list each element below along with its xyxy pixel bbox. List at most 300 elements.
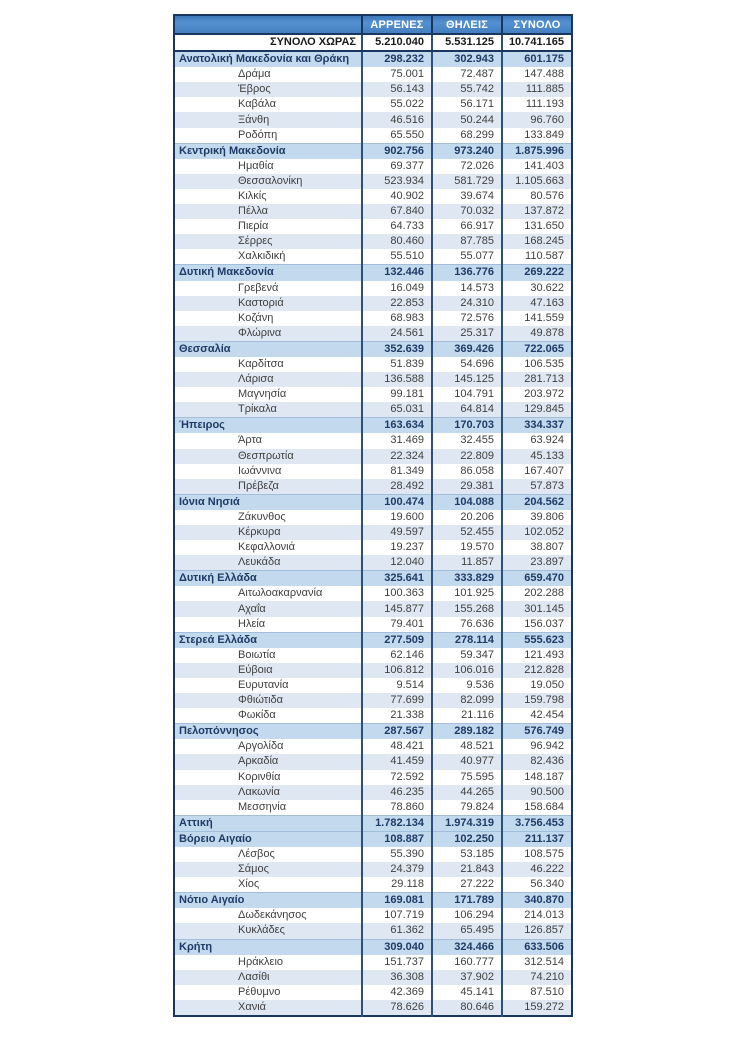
row-label: Γρεβενά — [238, 281, 279, 294]
row-label: Θεσσαλία — [174, 341, 362, 357]
total-value: 202.288 — [502, 586, 572, 601]
males-value: 132.446 — [362, 265, 432, 281]
prefecture-row — [174, 555, 572, 571]
prefecture-row — [174, 970, 572, 985]
males-value: 24.379 — [362, 862, 432, 877]
males-value: 19.600 — [362, 510, 432, 525]
row-label: Πρέβεζα — [174, 479, 362, 495]
females-value: 106.016 — [432, 663, 502, 678]
males-value: 1.782.134 — [362, 815, 432, 831]
males-value: 61.362 — [362, 923, 432, 939]
row-label: Ηράκλειο — [238, 955, 284, 968]
row-label: Ανατολική Μακεδονία και Θράκη — [174, 51, 362, 67]
females-value: 76.636 — [432, 617, 502, 633]
row-label: Ήπειρος — [174, 418, 362, 434]
region-row — [174, 494, 572, 510]
row-label: Έβρος — [174, 82, 362, 97]
females-value: 72.487 — [432, 67, 502, 82]
row-label: Στερεά Ελλάδα — [174, 632, 362, 648]
row-label: Ιωάννινα — [238, 464, 282, 477]
row-label: Θεσσαλονίκη — [174, 174, 362, 189]
females-value: 70.032 — [432, 204, 502, 219]
males-value: 36.308 — [362, 970, 432, 985]
total-value: 80.576 — [502, 189, 572, 204]
total-value: 46.222 — [502, 862, 572, 877]
prefecture-row — [174, 785, 572, 800]
prefecture-row — [174, 449, 572, 464]
males-value: 49.597 — [362, 525, 432, 540]
females-value: 75.595 — [432, 770, 502, 785]
males-value: 163.634 — [362, 418, 432, 434]
row-label: Νότιο Αιγαίο — [174, 893, 362, 909]
total-value: 111.193 — [502, 97, 572, 112]
females-value: 80.646 — [432, 1000, 502, 1016]
males-value: 31.469 — [362, 433, 432, 448]
males-value: 24.561 — [362, 326, 432, 342]
row-label: Ρέθυμνο — [238, 985, 281, 998]
total-value: 90.500 — [502, 785, 572, 800]
males-value: 78.860 — [362, 800, 432, 816]
males-value: 51.839 — [362, 357, 432, 372]
females-value: 22.809 — [432, 449, 502, 464]
males-value: 145.877 — [362, 601, 432, 616]
row-label: Αττική — [174, 815, 362, 831]
column-header-total: ΣΥΝΟΛΟ — [502, 15, 572, 34]
total-value: 340.870 — [502, 893, 572, 909]
males-value: 42.369 — [362, 985, 432, 1000]
females-value: 27.222 — [432, 877, 502, 893]
row-label: Μεσσηνία — [238, 800, 287, 813]
total-value: 126.857 — [502, 923, 572, 939]
females-value: 19.570 — [432, 540, 502, 555]
row-label: Καστοριά — [174, 296, 362, 311]
prefecture-row — [174, 663, 572, 678]
region-row — [174, 51, 572, 67]
females-value: 66.917 — [432, 219, 502, 234]
males-value: 81.349 — [362, 464, 432, 479]
females-value: 973.240 — [432, 143, 502, 159]
females-value: 171.789 — [432, 893, 502, 909]
document-page — [0, 14, 744, 1038]
row-label: Κυκλάδες — [174, 923, 362, 939]
males-value: 55.022 — [362, 97, 432, 112]
row-label: Εύβοια — [174, 663, 362, 678]
total-value: 30.622 — [502, 281, 572, 296]
females-value: 68.299 — [432, 128, 502, 144]
row-label: ΣΥΝΟΛΟ ΧΩΡΑΣ — [174, 34, 362, 51]
males-value: 40.902 — [362, 189, 432, 204]
total-value: 23.897 — [502, 555, 572, 571]
total-value: 281.713 — [502, 372, 572, 387]
males-value: 309.040 — [362, 939, 432, 955]
males-value: 22.853 — [362, 296, 432, 311]
total-value: 167.407 — [502, 464, 572, 479]
prefecture-row — [174, 372, 572, 387]
males-value: 69.377 — [362, 159, 432, 174]
prefecture-row — [174, 219, 572, 234]
row-label: Αργολίδα — [238, 740, 284, 753]
females-value: 24.310 — [432, 296, 502, 311]
females-value: 86.058 — [432, 464, 502, 479]
prefecture-row — [174, 128, 572, 144]
row-label: Πελοπόννησος — [174, 724, 362, 740]
total-value: 659.470 — [502, 571, 572, 587]
females-value: 369.426 — [432, 341, 502, 357]
total-value: 121.493 — [502, 648, 572, 663]
females-value: 32.455 — [432, 433, 502, 448]
prefecture-row — [174, 281, 572, 296]
total-value: 203.972 — [502, 387, 572, 402]
table-body — [174, 34, 572, 1016]
females-value: 101.925 — [432, 586, 502, 601]
total-value: 158.684 — [502, 800, 572, 816]
country-total-row — [174, 34, 572, 51]
females-value: 333.829 — [432, 571, 502, 587]
males-value: 99.181 — [362, 387, 432, 402]
females-value: 39.674 — [432, 189, 502, 204]
prefecture-row — [174, 862, 572, 877]
total-value: 269.222 — [502, 265, 572, 281]
region-row — [174, 893, 572, 909]
total-value: 131.650 — [502, 219, 572, 234]
prefecture-row — [174, 112, 572, 127]
prefecture-row — [174, 204, 572, 219]
region-row — [174, 831, 572, 847]
row-label: Τρίκαλα — [174, 402, 362, 418]
row-label: Ημαθία — [238, 159, 274, 172]
row-label: Σάμος — [174, 862, 362, 877]
total-value: 1.875.996 — [502, 143, 572, 159]
total-value: 159.798 — [502, 693, 572, 708]
prefecture-row — [174, 678, 572, 693]
males-value: 65.031 — [362, 402, 432, 418]
total-value: 82.436 — [502, 754, 572, 769]
row-label: Ηλεία — [238, 617, 266, 630]
row-label: Άρτα — [238, 434, 262, 447]
prefecture-row — [174, 877, 572, 893]
total-value: 102.052 — [502, 525, 572, 540]
total-value: 601.175 — [502, 51, 572, 67]
prefecture-row — [174, 648, 572, 663]
females-value: 72.026 — [432, 159, 502, 174]
total-value: 56.340 — [502, 877, 572, 893]
row-label: Σέρρες — [174, 234, 362, 249]
females-value: 87.785 — [432, 234, 502, 249]
total-value: 57.873 — [502, 479, 572, 495]
total-value: 168.245 — [502, 234, 572, 249]
prefecture-row — [174, 739, 572, 754]
males-value: 100.363 — [362, 586, 432, 601]
females-value: 145.125 — [432, 372, 502, 387]
total-value: 63.924 — [502, 433, 572, 448]
total-value: 38.807 — [502, 540, 572, 555]
prefecture-row — [174, 525, 572, 540]
row-label: Βόρειο Αιγαίο — [174, 831, 362, 847]
females-value: 72.576 — [432, 311, 502, 326]
total-value: 159.272 — [502, 1000, 572, 1016]
prefecture-row — [174, 1000, 572, 1016]
row-label: Κεντρική Μακεδονία — [174, 143, 362, 159]
females-value: 21.116 — [432, 708, 502, 724]
total-value: 96.760 — [502, 112, 572, 127]
row-label: Κρήτη — [174, 939, 362, 955]
males-value: 48.421 — [362, 739, 432, 754]
total-value: 1.105.663 — [502, 174, 572, 189]
total-value: 137.872 — [502, 204, 572, 219]
females-value: 54.696 — [432, 357, 502, 372]
males-value: 298.232 — [362, 51, 432, 67]
prefecture-row — [174, 540, 572, 555]
prefecture-row — [174, 464, 572, 479]
females-value: 104.791 — [432, 387, 502, 402]
females-value: 65.495 — [432, 923, 502, 939]
males-value: 80.460 — [362, 234, 432, 249]
row-label: Δυτική Μακεδονία — [174, 265, 362, 281]
females-value: 170.703 — [432, 418, 502, 434]
females-value: 278.114 — [432, 632, 502, 648]
region-row — [174, 341, 572, 357]
females-value: 106.294 — [432, 908, 502, 923]
females-value: 160.777 — [432, 955, 502, 970]
males-value: 56.143 — [362, 82, 432, 97]
prefecture-row — [174, 433, 572, 448]
total-value: 19.050 — [502, 678, 572, 693]
total-value: 133.849 — [502, 128, 572, 144]
females-value: 44.265 — [432, 785, 502, 800]
males-value: 151.737 — [362, 955, 432, 970]
row-label: Μαγνησία — [238, 388, 287, 401]
total-value: 129.845 — [502, 402, 572, 418]
females-value: 324.466 — [432, 939, 502, 955]
row-label: Λάρισα — [174, 372, 362, 387]
prefecture-row — [174, 770, 572, 785]
prefecture-row — [174, 326, 572, 342]
row-label: Ξάνθη — [174, 112, 362, 127]
males-value: 68.983 — [362, 311, 432, 326]
prefecture-row — [174, 249, 572, 265]
prefecture-row — [174, 159, 572, 174]
females-value: 20.206 — [432, 510, 502, 525]
total-value: 141.403 — [502, 159, 572, 174]
prefecture-row — [174, 479, 572, 495]
females-value: 79.824 — [432, 800, 502, 816]
prefecture-row — [174, 174, 572, 189]
total-value: 110.587 — [502, 249, 572, 265]
males-value: 46.516 — [362, 112, 432, 127]
total-value: 96.942 — [502, 739, 572, 754]
males-value: 41.459 — [362, 754, 432, 769]
males-value: 65.550 — [362, 128, 432, 144]
total-value: 722.065 — [502, 341, 572, 357]
prefecture-row — [174, 955, 572, 970]
males-value: 75.001 — [362, 67, 432, 82]
total-value: 74.210 — [502, 970, 572, 985]
females-value: 64.814 — [432, 402, 502, 418]
males-value: 55.510 — [362, 249, 432, 265]
females-value: 289.182 — [432, 724, 502, 740]
total-value: 633.506 — [502, 939, 572, 955]
row-label: Κοζάνη — [238, 311, 274, 324]
males-value: 523.934 — [362, 174, 432, 189]
prefecture-row — [174, 67, 572, 82]
females-value: 102.250 — [432, 831, 502, 847]
row-label: Φθιώτιδα — [174, 693, 362, 708]
column-header-females: ΘΗΛΕΙΣ — [432, 15, 502, 34]
total-value: 301.145 — [502, 601, 572, 616]
males-value: 29.118 — [362, 877, 432, 893]
females-value: 50.244 — [432, 112, 502, 127]
males-value: 107.719 — [362, 908, 432, 923]
column-header-males: ΑΡΡΕΝΕΣ — [362, 15, 432, 34]
region-row — [174, 724, 572, 740]
row-label: Ιόνια Νησιά — [174, 494, 362, 510]
males-value: 5.210.040 — [362, 34, 432, 51]
females-value: 104.088 — [432, 494, 502, 510]
region-row — [174, 815, 572, 831]
total-value: 204.562 — [502, 494, 572, 510]
row-label: Λασίθι — [174, 970, 362, 985]
prefecture-row — [174, 601, 572, 616]
males-value: 9.514 — [362, 678, 432, 693]
total-value: 47.163 — [502, 296, 572, 311]
prefecture-row — [174, 923, 572, 939]
row-label: Αιτωλοακαρνανία — [238, 587, 323, 600]
total-value: 576.749 — [502, 724, 572, 740]
males-value: 108.887 — [362, 831, 432, 847]
females-value: 1.974.319 — [432, 815, 502, 831]
region-row — [174, 143, 572, 159]
males-value: 169.081 — [362, 893, 432, 909]
females-value: 48.521 — [432, 739, 502, 754]
males-value: 67.840 — [362, 204, 432, 219]
females-value: 25.317 — [432, 326, 502, 342]
row-label: Χαλκιδική — [238, 250, 286, 263]
total-value: 147.488 — [502, 67, 572, 82]
males-value: 136.588 — [362, 372, 432, 387]
total-value: 87.510 — [502, 985, 572, 1000]
males-value: 28.492 — [362, 479, 432, 495]
females-value: 29.381 — [432, 479, 502, 495]
row-label: Κεφαλλονιά — [238, 541, 295, 554]
males-value: 21.338 — [362, 708, 432, 724]
prefecture-row — [174, 510, 572, 525]
total-value: 211.137 — [502, 831, 572, 847]
total-value: 156.037 — [502, 617, 572, 633]
total-value: 312.514 — [502, 955, 572, 970]
prefecture-row — [174, 908, 572, 923]
row-label: Πέλλα — [174, 204, 362, 219]
males-value: 72.592 — [362, 770, 432, 785]
males-value: 12.040 — [362, 555, 432, 571]
prefecture-row — [174, 402, 572, 418]
total-value: 3.756.453 — [502, 815, 572, 831]
males-value: 16.049 — [362, 281, 432, 296]
row-label: Κιλκίς — [238, 189, 267, 202]
row-label: Κορινθία — [238, 770, 281, 783]
total-value: 334.337 — [502, 418, 572, 434]
total-value: 10.741.165 — [502, 34, 572, 51]
females-value: 11.857 — [432, 555, 502, 571]
prefecture-row — [174, 754, 572, 769]
prefecture-row — [174, 708, 572, 724]
row-label: Αχαΐα — [174, 601, 362, 616]
females-value: 45.141 — [432, 985, 502, 1000]
prefecture-row — [174, 82, 572, 97]
males-value: 325.641 — [362, 571, 432, 587]
row-label: Αρκαδία — [174, 754, 362, 769]
row-label: Χίος — [238, 878, 260, 891]
region-row — [174, 632, 572, 648]
corner-header-cell — [174, 15, 362, 34]
females-value: 581.729 — [432, 174, 502, 189]
row-label: Θεσπρωτία — [174, 449, 362, 464]
total-value: 106.535 — [502, 357, 572, 372]
total-value: 148.187 — [502, 770, 572, 785]
females-value: 59.347 — [432, 648, 502, 663]
population-by-region-table — [173, 14, 573, 1017]
prefecture-row — [174, 234, 572, 249]
total-value: 39.806 — [502, 510, 572, 525]
females-value: 82.099 — [432, 693, 502, 708]
row-label: Χανιά — [174, 1000, 362, 1016]
females-value: 55.742 — [432, 82, 502, 97]
region-row — [174, 265, 572, 281]
prefecture-row — [174, 693, 572, 708]
total-value: 141.559 — [502, 311, 572, 326]
row-label: Ροδόπη — [238, 128, 278, 141]
females-value: 40.977 — [432, 754, 502, 769]
males-value: 62.146 — [362, 648, 432, 663]
prefecture-row — [174, 985, 572, 1000]
prefecture-row — [174, 97, 572, 112]
prefecture-row — [174, 847, 572, 862]
males-value: 277.509 — [362, 632, 432, 648]
row-label: Λευκάδα — [174, 555, 362, 571]
males-value: 22.324 — [362, 449, 432, 464]
total-value: 555.623 — [502, 632, 572, 648]
females-value: 14.573 — [432, 281, 502, 296]
region-row — [174, 418, 572, 434]
prefecture-row — [174, 189, 572, 204]
females-value: 55.077 — [432, 249, 502, 265]
total-value: 49.878 — [502, 326, 572, 342]
prefecture-row — [174, 586, 572, 601]
row-label: Λέσβος — [238, 848, 275, 861]
row-label: Βοιωτία — [238, 648, 276, 661]
row-label: Δυτική Ελλάδα — [174, 571, 362, 587]
males-value: 77.699 — [362, 693, 432, 708]
females-value: 21.843 — [432, 862, 502, 877]
males-value: 46.235 — [362, 785, 432, 800]
region-row — [174, 571, 572, 587]
row-label: Καβάλα — [238, 98, 276, 111]
males-value: 55.390 — [362, 847, 432, 862]
row-label: Ζάκυνθος — [238, 510, 286, 523]
males-value: 64.733 — [362, 219, 432, 234]
prefecture-row — [174, 800, 572, 816]
males-value: 106.812 — [362, 663, 432, 678]
females-value: 302.943 — [432, 51, 502, 67]
total-value: 42.454 — [502, 708, 572, 724]
prefecture-row — [174, 617, 572, 633]
females-value: 53.185 — [432, 847, 502, 862]
total-value: 45.133 — [502, 449, 572, 464]
females-value: 5.531.125 — [432, 34, 502, 51]
males-value: 352.639 — [362, 341, 432, 357]
prefecture-row — [174, 357, 572, 372]
prefecture-row — [174, 387, 572, 402]
row-label: Φλώρινα — [174, 326, 362, 342]
